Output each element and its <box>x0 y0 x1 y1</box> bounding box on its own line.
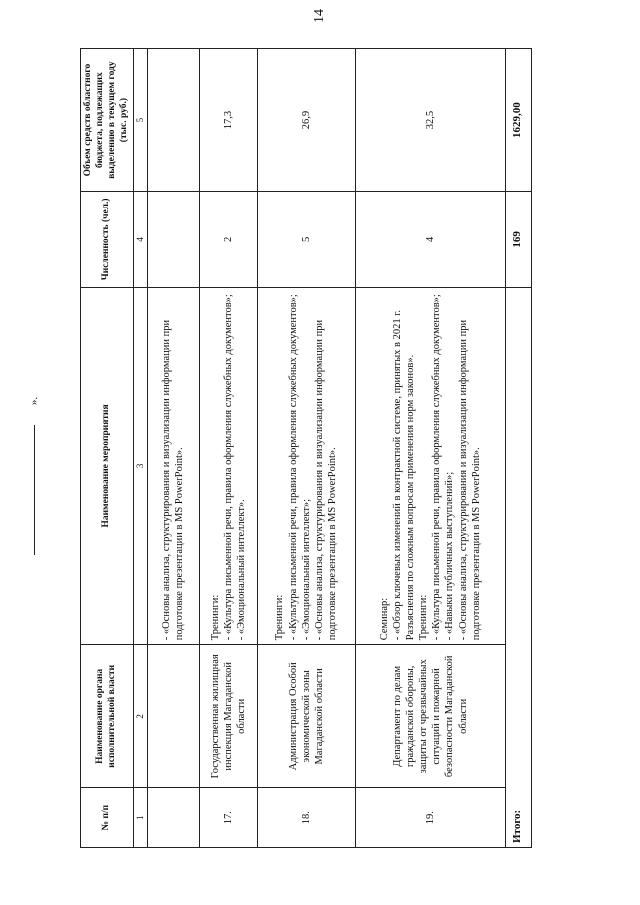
closing-quote-mark <box>24 395 44 595</box>
row-events <box>257 287 355 645</box>
index-cell: 3 <box>133 287 147 645</box>
event-line: - «Навыки публичных выступлений»; <box>444 471 456 641</box>
budget-table <box>80 48 532 848</box>
total-budget: 1629,00 <box>505 49 531 192</box>
row-num <box>147 788 199 848</box>
page-number: 14 <box>312 9 327 23</box>
total-label: Итого: <box>505 287 531 847</box>
header-num: № п/п <box>81 788 134 848</box>
row-budget: 26,9 <box>257 49 355 192</box>
row-org: Департамент по делам гражданской обороны, защиты от чрезвычайных ситуаций и пожарной безопасности Магаданской области <box>355 645 505 788</box>
row-budget <box>147 49 199 192</box>
row-count: 5 <box>257 192 355 287</box>
event-line: - «Эмоциональный интеллект»; <box>300 498 312 641</box>
index-cell: 1 <box>133 788 147 848</box>
row-num: 19. <box>355 788 505 848</box>
event-line: Тренинги: <box>209 594 221 641</box>
index-cell: 5 <box>133 49 147 192</box>
header-count: Численность (чел.) <box>81 192 134 287</box>
event-line: Тренинги: <box>274 594 286 641</box>
table-row <box>257 49 355 848</box>
event-line: - «Обзор ключевых изменений в контрактной системе, принятых в 2021 г. Разъяснения по сложным вопросам применения норм законов». <box>391 310 416 641</box>
row-budget: 17,3 <box>199 49 257 192</box>
total-count: 169 <box>505 192 531 287</box>
event-line: - «Основы анализа, структурирования и визуализации информации при подготовке презентации в MS PowerPoint». <box>457 319 482 641</box>
row-events <box>355 287 505 645</box>
row-count: 2 <box>199 192 257 287</box>
row-org: Государственная жилищная инспекция Магаданской области <box>199 645 257 788</box>
row-count: 4 <box>355 192 505 287</box>
table-row <box>199 49 257 848</box>
event-line: - «Эмоциональный интеллект». <box>235 499 247 641</box>
closing-line <box>34 425 35 555</box>
row-num: 18. <box>257 788 355 848</box>
closing-mark-text: ». <box>28 396 40 406</box>
table-row <box>355 49 505 848</box>
header-org: Наименование органа исполнительной власти <box>81 645 134 788</box>
event-line: - «Культура письменной речи, правила оформления служебных документов»; <box>222 294 234 641</box>
total-row <box>505 49 531 848</box>
header-event: Наименование мероприятия <box>81 287 134 645</box>
row-org: Администрация Особой экономической зоны Магаданской области <box>257 645 355 788</box>
row-num: 17. <box>199 788 257 848</box>
row-events <box>147 287 199 645</box>
index-cell: 4 <box>133 192 147 287</box>
rotated-table-sheet <box>80 48 560 848</box>
index-cell: 2 <box>133 645 147 788</box>
row-count <box>147 192 199 287</box>
index-row <box>133 49 147 848</box>
header-budget: Объем средств областного бюджета, подлежащих выделению в текущем году (тыс. руб.) <box>81 49 134 192</box>
event-line: Тренинги: <box>418 594 430 641</box>
row-org <box>147 645 199 788</box>
row-budget: 32,5 <box>355 49 505 192</box>
table-row <box>147 49 199 848</box>
header-row <box>81 49 134 848</box>
row-events <box>199 287 257 645</box>
event-line: - «Основы анализа, структурирования и визуализации информации при подготовке презентации в MS PowerPoint». <box>313 319 338 641</box>
event-line: - «Культура письменной речи, правила оформления служебных документов»; <box>287 294 299 641</box>
event-line: Семинар: <box>378 597 390 641</box>
event-line: - «Основы анализа, структурирования и визуализации информации при подготовке презентации в MS PowerPoint». <box>161 319 186 641</box>
event-line: - «Культура письменной речи, правила оформления служебных документов»; <box>431 294 443 641</box>
